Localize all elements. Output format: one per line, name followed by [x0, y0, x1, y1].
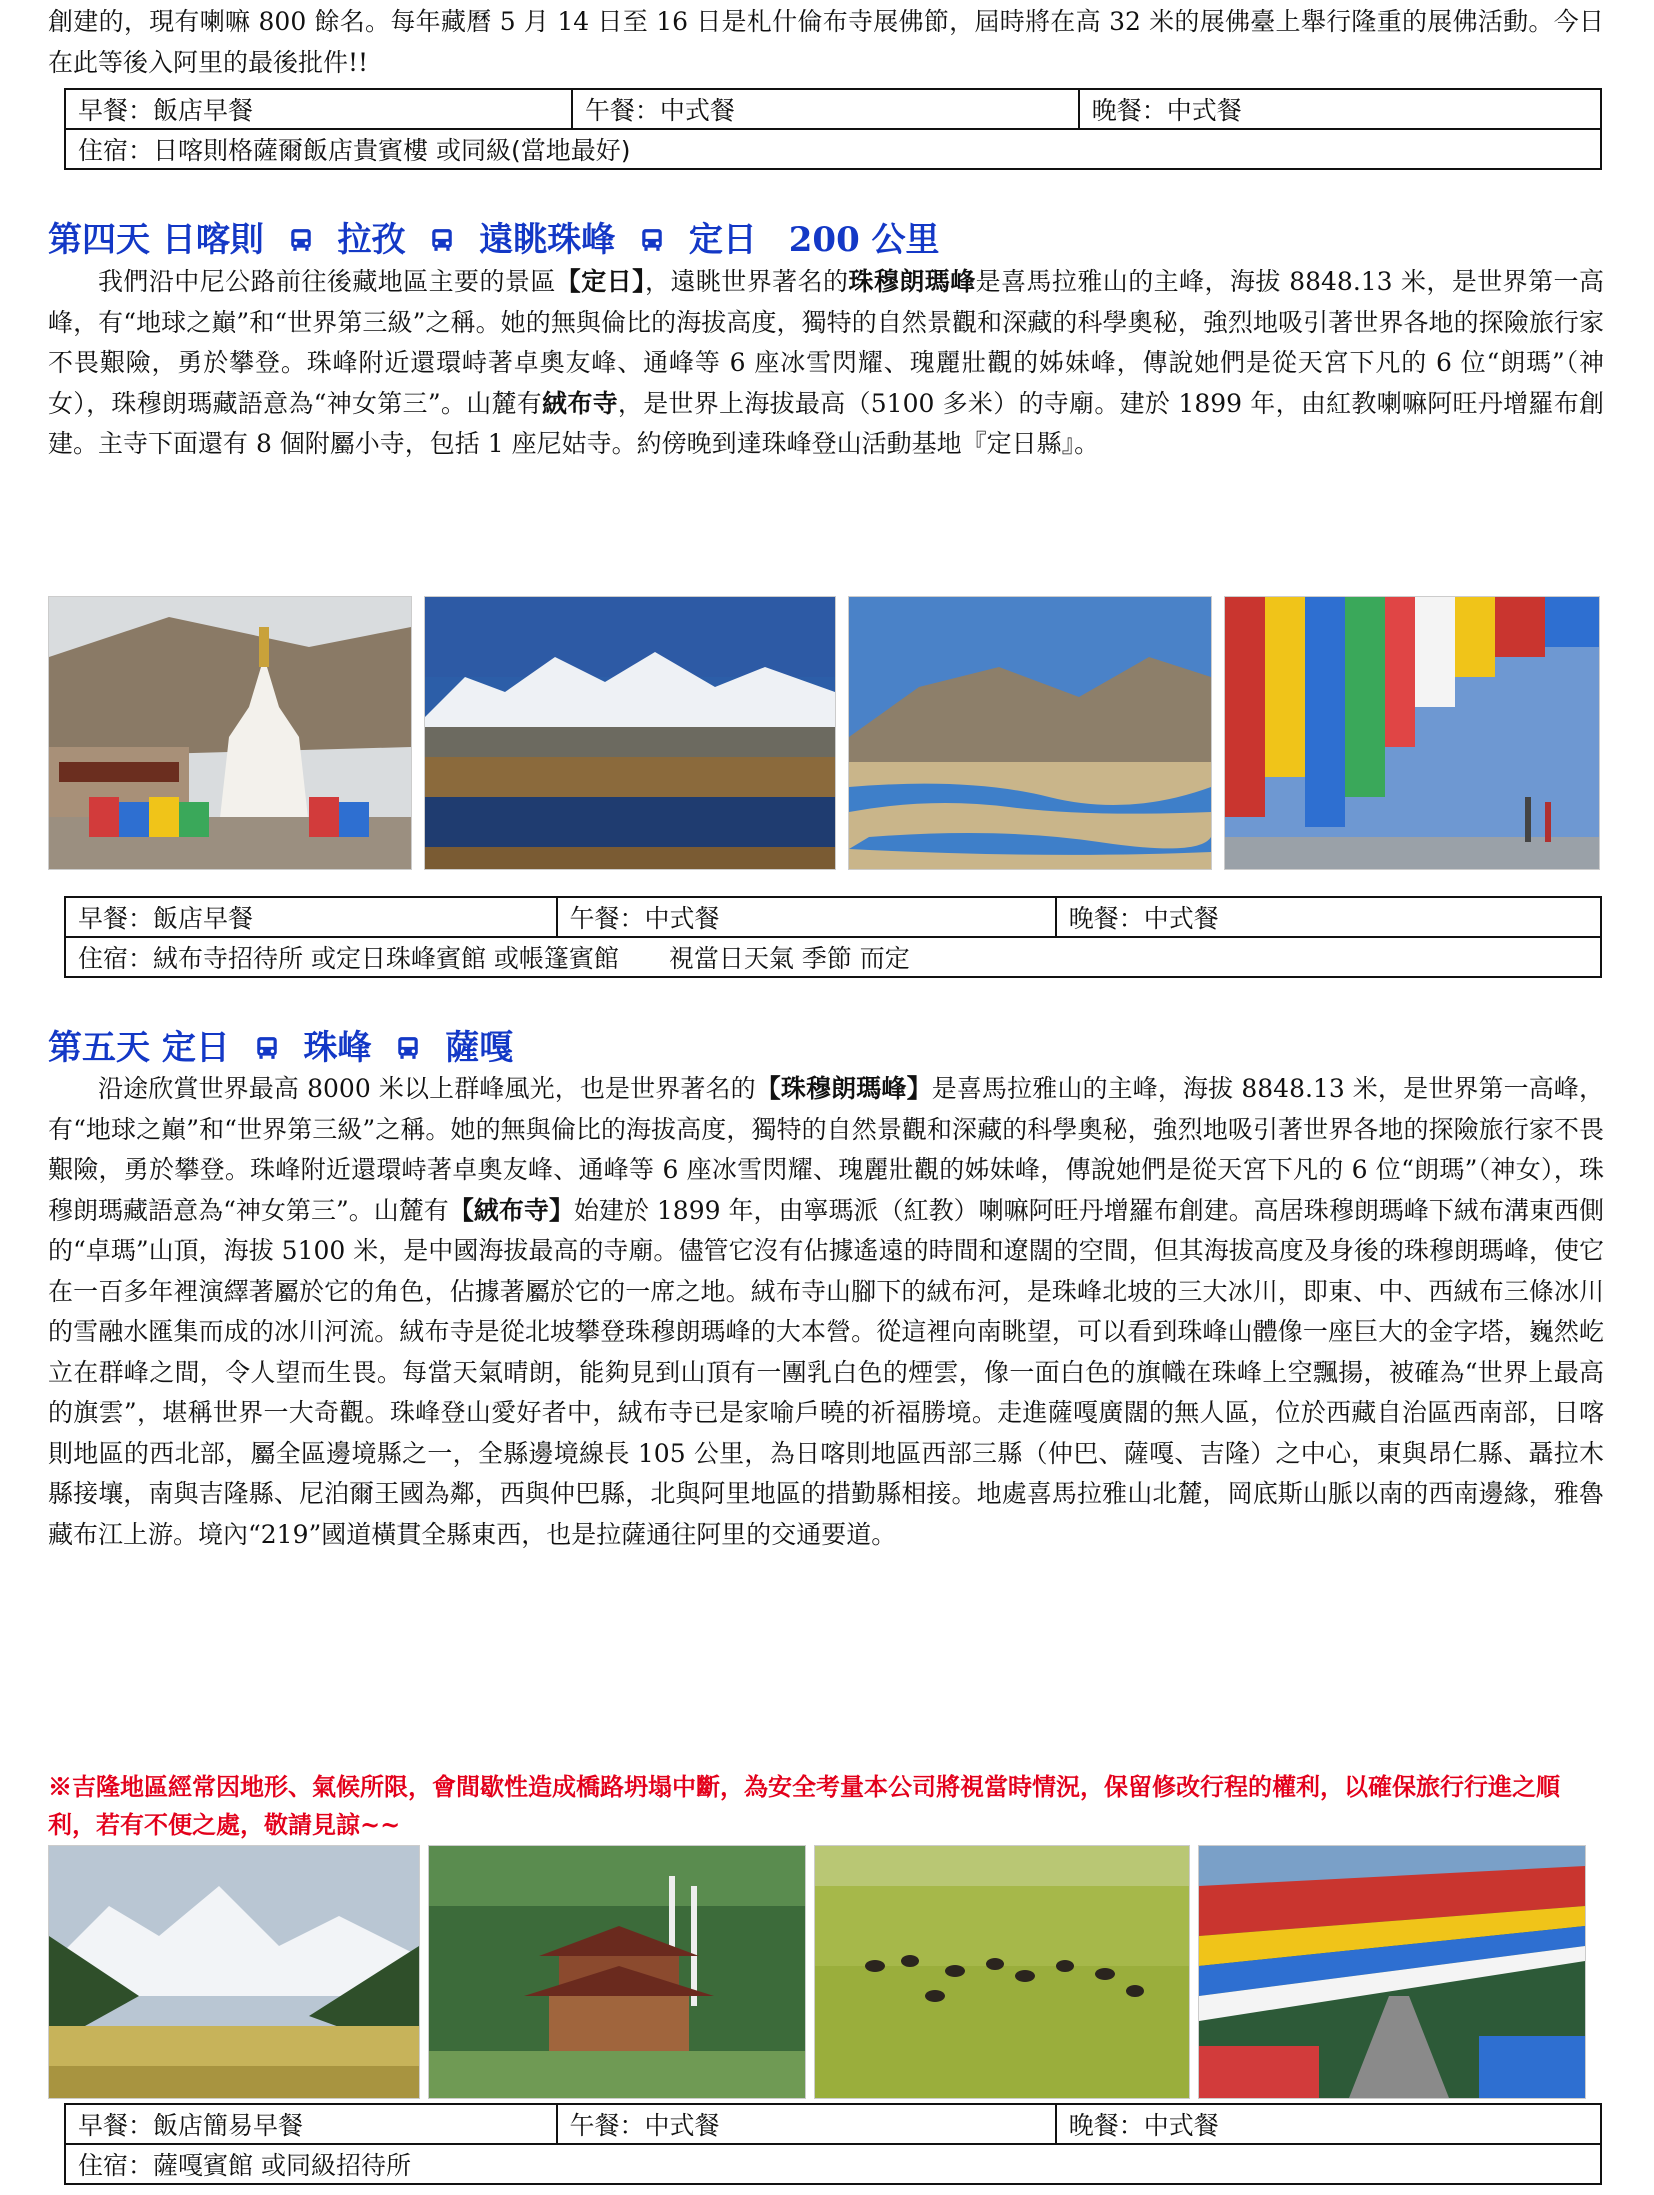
wooden-temple-photo	[428, 1845, 806, 2099]
day4-heading	[48, 212, 940, 261]
day3-lodging: 住宿：日喀則格薩爾飯店貴賓樓 或同級(當地最好)	[65, 129, 1601, 169]
day4-lodging: 住宿：絨布寺招待所 或定日珠峰賓館 或帳篷賓館 視當日天氣 季節 而定	[65, 937, 1601, 977]
day4-stop-4: 定日	[688, 220, 757, 260]
day5-lodging: 住宿：薩嘎賓館 或同級招待所	[65, 2144, 1601, 2184]
day5-breakfast: 早餐：飯店簡易早餐	[65, 2104, 557, 2144]
day4-dinner: 晚餐：中式餐	[1056, 897, 1601, 937]
day4-photo-row	[48, 596, 1604, 868]
day4-lunch: 午餐：中式餐	[557, 897, 1056, 937]
snow-mountain-lake-photo	[424, 596, 836, 870]
day3-meal-table	[64, 88, 1602, 170]
intro-paragraph: 創建的，現有喇嘛 800 餘名。每年藏曆 5 月 14 日至 16 日是札什倫布寺展佛節，屆時將在高 32 米的展佛臺上舉行隆重的展佛活動。今日在此等後入阿里的最後批件!!	[48, 7, 1604, 77]
bus-icon	[288, 227, 314, 253]
day3-lunch: 午餐：中式餐	[572, 89, 1079, 129]
day4-distance: 200 公里	[788, 220, 940, 260]
day5-stop-1: 定日	[161, 1028, 230, 1068]
day4-label: 第四天	[48, 220, 150, 260]
prayer-flags-photo	[1224, 596, 1600, 870]
day4-breakfast: 早餐：飯店早餐	[65, 897, 557, 937]
stupa-prayer-flags-photo	[48, 596, 412, 870]
day5-photo-row	[48, 1845, 1604, 2097]
day4-paragraph: 我們沿中尼公路前往後藏地區主要的景區【定日】，遠眺世界著名的珠穆朗瑪峰是喜馬拉雅山的主峰，海拔 8848.13 米，是世界第一高峰，有“地球之巔”和“世界第三級”之稱。她的無與倫比的海拔高度，獨特的自然景觀和深藏的科學奧秘，強烈地吸引著世界各地的探險旅行家不畏艱險，勇於攀登。珠峰附近還環峙著卓奧友峰、通峰等 6 座冰雪閃耀、瑰麗壯觀的姊妹峰，傳說她們是從天宮下凡的 6 位“朗瑪”（神女），珠穆朗瑪藏語意為“神女第三”。山麓有絨布寺，是世界上海拔最高（5100 多米）的寺廟。建於 1899 年，由紅教喇嘛阿旺丹增羅布創建。主寺下面還有 8 個附屬小寺，包括 1 座尼姑寺。約傍晚到達珠峰登山活動基地『定日縣』。	[48, 267, 1604, 458]
snow-peak-valley-photo	[48, 1845, 420, 2099]
day5-meal-table	[64, 2103, 1602, 2185]
day3-dinner: 晚餐：中式餐	[1079, 89, 1601, 129]
day5-stop-2: 珠峰	[303, 1028, 372, 1068]
bus-icon	[429, 227, 455, 253]
day5-paragraph: 沿途欣賞世界最高 8000 米以上群峰風光，也是世界著名的【珠穆朗瑪峰】是喜馬拉雅山的主峰，海拔 8848.13 米，是世界第一高峰，有“地球之巔”和“世界第三級”之稱。她的無與倫比的海拔高度，獨特的自然景觀和深藏的科學奧秘，強烈地吸引著世界各地的探險旅行家不畏艱險，勇於攀登。珠峰附近還環峙著卓奧友峰、通峰等 6 座冰雪閃耀、瑰麗壯觀的姊妹峰，傳說她們是從天宮下凡的 6 位“朗瑪”（神女），珠穆朗瑪藏語意為“神女第三”。山麓有【絨布寺】始建於 1899 年，由寧瑪派（紅教）喇嘛阿旺丹增羅布創建。高居珠穆朗瑪峰下絨布溝東西側的“卓瑪”山頂，海拔 5100 米，是中國海拔最高的寺廟。儘管它沒有佔據遙遠的時間和遼闊的空間，但其海拔高度及身後的珠穆朗瑪峰，使它在一百多年裡演繹著屬於它的角色，佔據著屬於它的一席之地。絨布寺山腳下的絨布河，是珠峰北坡的三大冰川，即東、中、西絨布三條冰川的雪融水匯集而成的冰川河流。絨布寺是從北坡攀登珠穆朗瑪峰的大本營。從這裡向南眺望，可以看到珠峰山體像一座巨大的金字塔，巍然屹立在群峰之間，令人望而生畏。每當天氣晴朗，能夠見到山頂有一團乳白色的煙雲，像一面白色的旗幟在珠峰上空飄揚，被確為“世界上最高的旗雲”，堪稱世界一大奇觀。珠峰登山愛好者中，絨布寺已是家喻戶曉的祈福勝境。走進薩嘎廣闊的無人區，位於西藏自治區西南部，日喀則地區的西北部，屬全區邊境縣之一，全縣邊境線長 105 公里，為日喀則地區西部三縣（仲巴、薩嘎、吉隆）之中心，東與昂仁縣、聶拉木縣接壤，南與吉隆縣、尼泊爾王國為鄰，西與仲巴縣，北與阿里地區的措勤縣相接。地處喜馬拉雅山北麓，岡底斯山脈以南的西南邊緣，雅魯藏布江上游。境內“219”國道橫貫全縣東西，也是拉薩通往阿里的交通要道。	[48, 1074, 1604, 1549]
day4-stop-3: 遠眺珠峰	[479, 220, 616, 260]
bus-icon	[639, 227, 665, 253]
day5-dinner: 晚餐：中式餐	[1056, 2104, 1601, 2144]
day4-stop-2: 拉孜	[337, 220, 406, 260]
bus-icon	[254, 1035, 280, 1061]
bus-icon	[395, 1035, 421, 1061]
day5-lunch: 午餐：中式餐	[557, 2104, 1056, 2144]
day5-stop-3: 薩嘎	[445, 1028, 514, 1068]
day4-stop-1: 日喀則	[161, 220, 264, 260]
day3-breakfast: 早餐：飯店早餐	[65, 89, 572, 129]
day4-meal-table	[64, 896, 1602, 978]
river-valley-photo	[848, 596, 1212, 870]
day5-heading	[48, 1020, 513, 1069]
yak-grassland-photo	[814, 1845, 1190, 2099]
day5-warning-note: ※吉隆地區經常因地形、氣候所限，會間歇性造成橋路坍塌中斷，為安全考量本公司將視當時情況，保留修改行程的權利，以確保旅行行進之順利，若有不便之處，敬請見諒~~	[48, 1772, 1560, 1839]
day5-label: 第五天	[48, 1028, 150, 1068]
prayer-flag-bridge-photo	[1198, 1845, 1586, 2099]
